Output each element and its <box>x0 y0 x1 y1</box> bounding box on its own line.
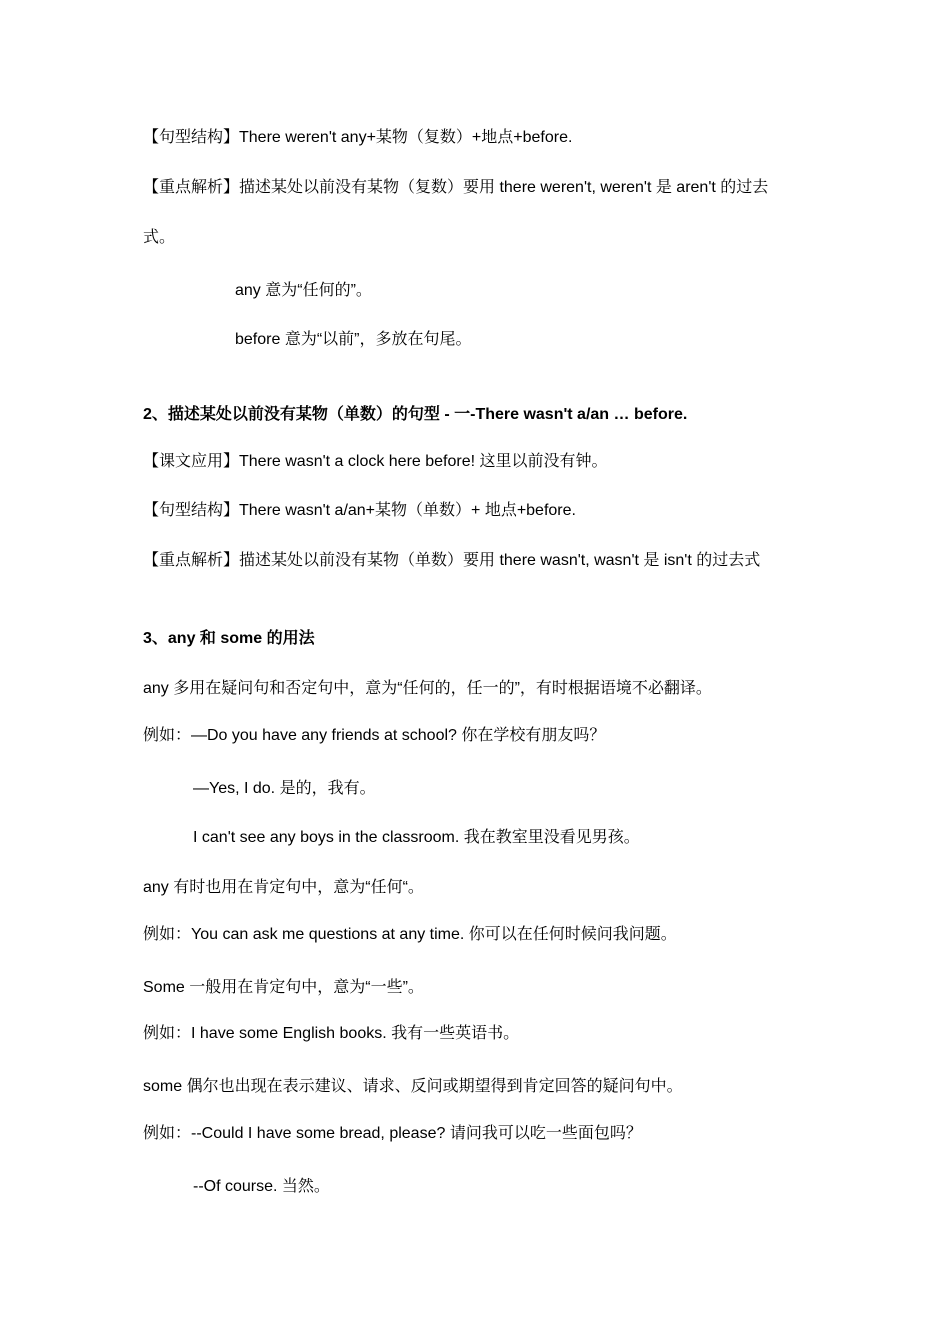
example-some-positive: 例如：I have some English books. 我有一些英语书。 <box>143 1025 520 1042</box>
example-any-reply: —Yes, I do. 是的，我有。 <box>193 780 376 797</box>
some-question-paragraph: some 偶尔也出现在表示建议、请求、反问或期望得到肯定回答的疑问句中。 <box>143 1078 683 1095</box>
some-usage-paragraph: Some 一般用在肯定句中，意为“一些”。 <box>143 979 424 996</box>
any-usage-paragraph: any 多用在疑问句和否定句中，意为“任何的，任一的”，有时根据语境不必翻译。 <box>143 680 712 697</box>
example-any-positive: 例如：You can ask me questions at any time. 你可以在任何时候问我问题。 <box>143 926 677 943</box>
example-some-request: 例如：--Could I have some bread, please? 请问我可以吃一些面包吗？ <box>143 1125 642 1142</box>
key-analysis-singular: 【重点解析】描述某处以前没有某物（单数）要用 there wasn't, wasn't 是 isn't 的过去式 <box>143 552 761 569</box>
example-any-negative: I can't see any boys in the classroom. 我在教室里没看见男孩。 <box>193 829 640 846</box>
key-analysis-plural-line1: 【重点解析】描述某处以前没有某物（复数）要用 there weren't, weren't 是 aren't 的过去 <box>143 179 769 196</box>
text-application-singular: 【课文应用】There wasn't a clock here before! 这里以前没有钟。 <box>143 453 608 470</box>
example-some-reply: --Of course. 当然。 <box>193 1178 330 1195</box>
sentence-structure-singular: 【句型结构】There wasn't a/an+某物（单数）+ 地点+before. <box>143 502 576 519</box>
note-before-meaning: before 意为“以前”，多放在句尾。 <box>235 331 472 348</box>
key-analysis-plural-line2: 式。 <box>143 229 176 246</box>
note-any-meaning: any 意为“任何的”。 <box>235 282 372 299</box>
sentence-structure-plural: 【句型结构】There weren't any+某物（复数）+地点+before. <box>143 129 573 146</box>
any-positive-paragraph: any 有时也用在肯定句中，意为“任何“。 <box>143 879 424 896</box>
section-heading-2: 2、描述某处以前没有某物（单数）的句型 - 一-There wasn't a/an … before. <box>143 406 688 423</box>
example-any-question: 例如：—Do you have any friends at school? 你在学校有朋友吗？ <box>143 727 606 744</box>
section-heading-3: 3、any 和 some 的用法 <box>143 630 315 647</box>
